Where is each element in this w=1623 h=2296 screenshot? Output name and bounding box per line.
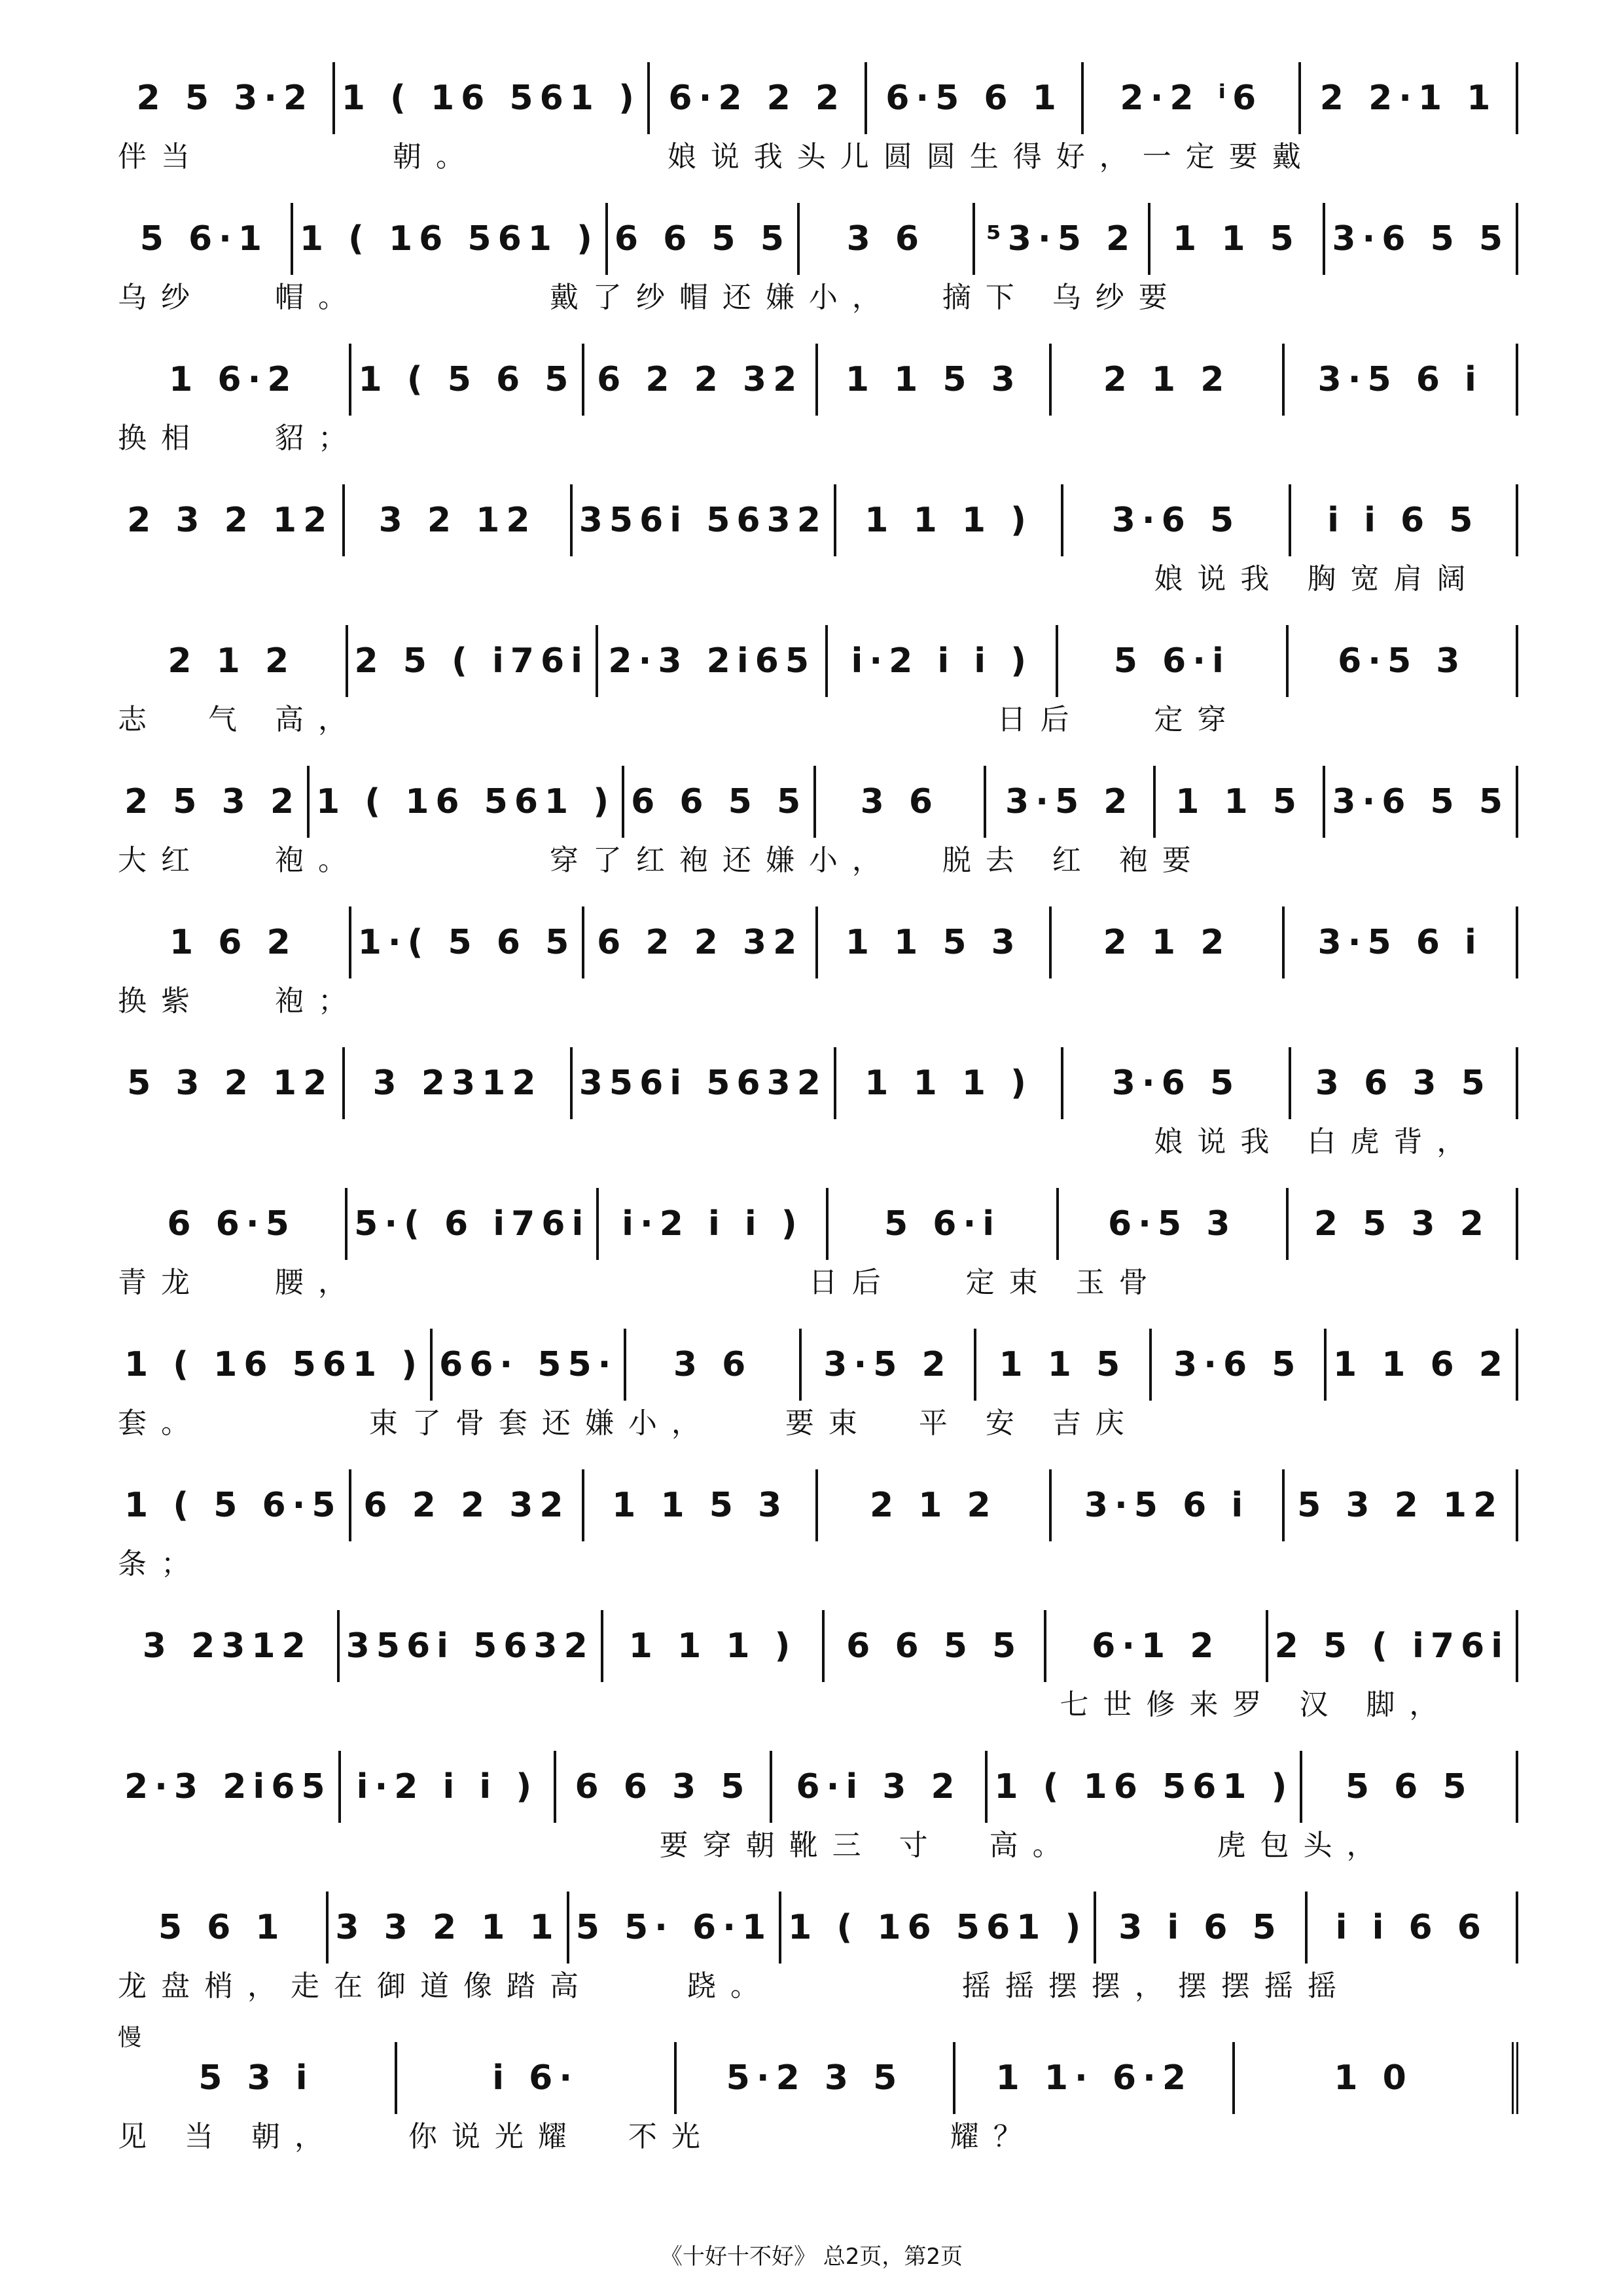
measure: 2 1 2: [1052, 344, 1285, 416]
measure: 5 3 2 12: [118, 1047, 345, 1119]
measure-row: [118, 1610, 1518, 1682]
measure: 3·6 5: [1063, 1047, 1291, 1119]
measure: 6 2 2 32: [351, 1469, 585, 1541]
measure: i i 6 5: [1291, 484, 1518, 556]
measure: 5 6·i: [829, 1188, 1058, 1260]
measure: 3·5 6 i: [1285, 906, 1518, 978]
measure: 2 1 2: [818, 1469, 1052, 1541]
measure: 3 i 6 5: [1096, 1892, 1307, 1964]
tempo-mark: 慢: [118, 2024, 142, 2051]
measure: 3·5 6 i: [1285, 344, 1518, 416]
measure: 6 6 5 5: [825, 1610, 1046, 1682]
measure: 2·3 2i65: [598, 625, 829, 697]
measure: 3·6 5 5: [1325, 203, 1518, 275]
measure: 2 5 3·2: [118, 62, 335, 134]
lyric-line: 换相 貂；: [118, 422, 361, 455]
lyric-line: 七世修来罗 汉 脚，: [118, 1688, 1453, 1721]
measure-row: [118, 1188, 1518, 1260]
measure: 356i 5632: [573, 484, 836, 556]
measure: 1 6·2: [118, 344, 351, 416]
score-system: [118, 2042, 1518, 2160]
score-system: [118, 1751, 1518, 1869]
measure: 1 ( 5 6 5: [351, 344, 585, 416]
measure: 3·6 5: [1063, 484, 1291, 556]
measure: i·2 i i ): [599, 1188, 829, 1260]
measure: 5 6·i: [1058, 625, 1289, 697]
measure-row: [118, 906, 1518, 978]
measure: 6·2 2 2: [650, 62, 867, 134]
measure: 1 1 5 3: [818, 344, 1052, 416]
measure: 2 5 3 2: [1289, 1188, 1518, 1260]
score-system: [118, 906, 1518, 1024]
measure: 1 ( 16 561 ): [988, 1751, 1302, 1823]
measure: 5 6 5: [1302, 1751, 1518, 1823]
measure: 3·5 2: [802, 1329, 976, 1401]
score-system: [118, 1188, 1518, 1306]
score-system: [118, 625, 1518, 743]
measure-row: [118, 484, 1518, 556]
measure: ⁵3·5 2: [975, 203, 1150, 275]
measure-row: [118, 1047, 1518, 1119]
measure: 1 ( 16 561 ): [118, 1329, 433, 1401]
measure: 1 ( 16 561 ): [781, 1892, 1096, 1964]
measure-row: [118, 1329, 1518, 1401]
measure: 66· 55·: [433, 1329, 626, 1401]
measure: 1 1 1 ): [836, 1047, 1063, 1119]
measure-row: [118, 625, 1518, 697]
measure: 2 2·1 1: [1301, 62, 1518, 134]
measure-row: [118, 1469, 1518, 1541]
measure: i i 6 6: [1308, 1892, 1518, 1964]
measure-row: [118, 344, 1518, 416]
measure: 1 6 2: [118, 906, 351, 978]
lyric-line: 条；: [118, 1547, 204, 1581]
lyric-line: 要穿朝靴三 寸 高。 虎包头，: [118, 1829, 1390, 1862]
score-system: [118, 1047, 1518, 1165]
measure: 2 3 2 12: [118, 484, 345, 556]
measure: 6 6 5 5: [608, 203, 800, 275]
measure: 3 6: [816, 766, 986, 838]
measure: 6·i 3 2: [772, 1751, 988, 1823]
score-system: [118, 1610, 1518, 1728]
measure: 1 0: [1235, 2042, 1518, 2114]
page-footer: 《十好十不好》 总2页，第2页: [660, 2244, 963, 2270]
measure: 6 2 2 32: [584, 906, 818, 978]
measure: 1 1 1 ): [603, 1610, 825, 1682]
measure: 3 6: [626, 1329, 801, 1401]
measure: 3 2312: [118, 1610, 340, 1682]
measure-row: [118, 766, 1518, 838]
measure-row: [118, 62, 1518, 134]
measure: i 6·: [397, 2042, 677, 2114]
measure: 3·6 5: [1152, 1329, 1327, 1401]
lyric-line: 换紫 袍；: [118, 984, 361, 1018]
measure: 2·3 2i65: [118, 1751, 341, 1823]
measure: 3 3 2 1 1: [329, 1892, 569, 1964]
measure: 2 1 2: [118, 625, 348, 697]
measure: 1 1 5 3: [584, 1469, 818, 1541]
score-system: [118, 1469, 1518, 1587]
lyric-line: 青龙 腰， 日后 定束 玉骨: [118, 1266, 1162, 1299]
measure: 1 1 6 2: [1327, 1329, 1518, 1401]
lyric-line: 乌纱 帽。 戴了纱帽还嫌小， 摘下 乌纱要: [118, 281, 1182, 314]
lyric-line: 套。 束了骨套还嫌小， 要束 平 安 吉庆: [118, 1407, 1139, 1440]
measure: 3 6 3 5: [1291, 1047, 1518, 1119]
measure: 3 2312: [345, 1047, 572, 1119]
measure: 2 5 ( i76i: [1268, 1610, 1518, 1682]
lyric-line: 娘说我 胸宽肩阔: [118, 562, 1480, 596]
measure-row: [118, 1751, 1518, 1823]
measure: 1 1 5: [976, 1329, 1151, 1401]
measure: 1 ( 16 561 ): [335, 62, 650, 134]
measure: 3 2 12: [345, 484, 572, 556]
measure: 6·5 3: [1059, 1188, 1289, 1260]
measure: 6 6 5 5: [624, 766, 816, 838]
lyric-line: 龙盘梢，走在御道像踏高 跷。 摇摇摆摆，摆摆摇摇: [118, 1969, 1351, 2003]
measure: 6·5 3: [1289, 625, 1519, 697]
measure: 1 ( 16 561 ): [310, 766, 624, 838]
measure: 2 1 2: [1052, 906, 1285, 978]
measure: 5 3 i: [118, 2042, 397, 2114]
measure: 3 6: [800, 203, 975, 275]
measure: 1 ( 16 561 ): [293, 203, 608, 275]
measure: 356i 5632: [573, 1047, 836, 1119]
lyric-line: 见 当 朝， 你说光耀 不光 耀？: [118, 2120, 1037, 2153]
measure: 6 2 2 32: [584, 344, 818, 416]
measure: 3·5 2: [986, 766, 1156, 838]
measure: 356i 5632: [340, 1610, 603, 1682]
measure: 6·5 6 1: [867, 62, 1084, 134]
measure-row: [118, 203, 1518, 275]
measure: 6·1 2: [1046, 1610, 1268, 1682]
measure: 5 6·1: [118, 203, 293, 275]
score-system: [118, 766, 1518, 884]
measure: 6 6 3 5: [556, 1751, 772, 1823]
score-system: [118, 203, 1518, 321]
measure: i·2 i i ): [341, 1751, 557, 1823]
measure-row: [118, 2042, 1518, 2114]
measure: 5 3 2 12: [1285, 1469, 1518, 1541]
measure: 2 5 3 2: [118, 766, 310, 838]
score-system: [118, 1892, 1518, 2009]
lyric-line: 娘说我 白虎背，: [118, 1125, 1480, 1158]
score-system: [118, 484, 1518, 602]
measure: 1 1 5 3: [818, 906, 1052, 978]
measure: 1 1 5: [1150, 203, 1326, 275]
measure: 2 5 ( i76i: [348, 625, 598, 697]
lyric-line: 大红 袍。 穿了红袍还嫌小， 脱去 红 袍要: [118, 844, 1205, 877]
measure: 3·6 5 5: [1325, 766, 1518, 838]
measure: 1 1 1 ): [836, 484, 1063, 556]
measure: 5·( 6 i76i: [348, 1188, 599, 1260]
measure: 1 1· 6·2: [955, 2042, 1235, 2114]
measure: i·2 i i ): [828, 625, 1058, 697]
lyric-line: 志 气 高， 日后 定穿: [118, 703, 1241, 736]
measure: 5 6 1: [118, 1892, 329, 1964]
measure: 3·5 6 i: [1052, 1469, 1285, 1541]
measure-row: [118, 1892, 1518, 1964]
score-system: [118, 1329, 1518, 1446]
lyric-line: 伴当 朝。 娘说我头儿圆圆生得好，一定要戴: [118, 140, 1315, 173]
score-system: [118, 344, 1518, 461]
measure: 5·2 3 5: [677, 2042, 956, 2114]
measure: 1 ( 5 6·5: [118, 1469, 351, 1541]
measure: 5 5· 6·1: [569, 1892, 781, 1964]
measure: 1·( 5 6 5: [351, 906, 585, 978]
measure: 2·2 ⁱ6: [1084, 62, 1301, 134]
measure: 1 1 5: [1156, 766, 1325, 838]
measure: 6 6·5: [118, 1188, 348, 1260]
score-system: [118, 62, 1518, 180]
